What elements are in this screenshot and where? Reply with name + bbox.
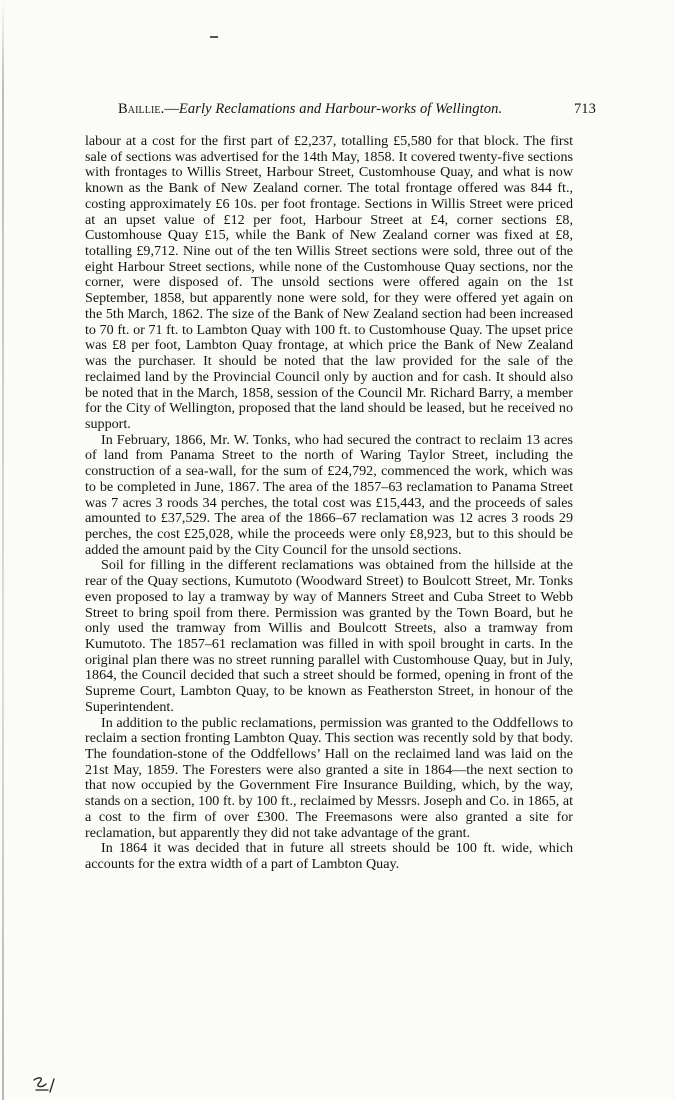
header-separator: .—: [160, 101, 179, 117]
body-text: [85, 134, 573, 873]
paragraph: In 1864 it was decided that in future all streets should be 100 ft. wide, which accounts for the extra width of a part of Lambton Quay.: [85, 840, 573, 873]
paragraph: labour at a cost for the first part of £2,237, totalling £5,580 for that block. The first sale of sections was advertised for the 14th May, 1858. It covered twenty-five sections with frontages to Willis Street, Harbour Street, Customhouse Quay, and what is now known as the Bank of New Zealand corner. The total frontage offered was 844 ft., costing approximately £6 10s. per foot frontage. Sections in Willis Street were priced at an upset value of £12 per foot, Harbour Street at £4, corner sections £8, Customhouse Quay £15, while the Bank of New Zealand corner was fixed at £8, totalling £9,712. Nine out of the ten Willis Street sections were sold, three out of the eight Harbour Street sections, while none of the Customhouse Quay sections, nor the corner, were disposed of. The unsold sections were offered again on the 1st September, 1858, but apparently none were sold, for they were offered yet again on the 5th March, 1862. The size of the Bank of New Zealand section had been increased to 70 ft. or 71 ft. to Lambton Quay with 100 ft. to Customhouse Quay. The upset price was £8 per foot, Lambton Quay frontage, at which price the Bank of New Zealand was the purchaser. It should be noted that the law provided for the sale of the reclaimed land by the Provincial Council only by auction and for cash. It should also be noted that in the March, 1858, session of the Council Mr. Richard Barry, a member for the City of Wellington, proposed that the land should be leased, but he received no support.: [85, 133, 573, 432]
binding-shadow: [2, 0, 4, 1100]
page-number: 713: [573, 101, 596, 117]
pencil-mark-icon: [30, 1074, 70, 1096]
paragraph: In February, 1866, Mr. W. Tonks, who had secured the contract to reclaim 13 acres of land from Panama Street to the north of Waring Taylor Street, including the construction of a sea-wall, for the sum of £24,792, commenced the work, which was to be completed in June, 1867. The area of the 1857–63 reclamation to Panama Street was 7 acres 3 roods 34 perches, the total cost was £15,443, and the proceeds of sales amounted to £37,529. The area of the 1866–67 reclamation was 12 acres 3 roods 29 perches, the cost £25,028, while the proceeds were only £8,923, but to this should be added the amount paid by the City Council for the unsold sections.: [85, 431, 573, 558]
scan-mark: [210, 36, 218, 38]
paragraph: Soil for filling in the different reclamations was obtained from the hillside at the rear of the Quay sections, Kumutoto (Woodward Street) to Boulcott Street, Mr. Tonks even proposed to lay a tramway by way of Manners Street and Cuba Street to Webb Street to bring spoil from there. Permission was granted by the Town Board, but he only used the tramway from Willis and Boulcott Streets, also a tramway from Kumutoto. The 1857–61 reclamation was filled in with spoil brought in carts. In the original plan there was no street running parallel with Customhouse Quay, but in July, 1864, the Council decided that such a street should be formed, opening in front of the Supreme Court, Lambton Quay, to be known as Featherston Street, in honour of the Superintendent.: [85, 557, 573, 715]
running-header: [118, 101, 596, 118]
header-author: Baillie: [118, 101, 161, 117]
header-title: Early Reclamations and Harbour-works of Wellington.: [178, 101, 503, 117]
paragraph: In addition to the public reclamations, permission was granted to the Oddfellows to reclaim a section fronting Lambton Quay. This section was recently sold by that body. The foundation-stone of the Oddfellows’ Hall on the reclaimed land was laid on the 21st May, 1859. The Foresters were also granted a site in 1864—the next section to that now occupied by the Government Fire Insurance Building, which, by the way, stands on a section, 100 ft. by 100 ft., reclaimed by Messrs. Joseph and Co. in 1865, at a cost to the firm of over £300. The Freemasons were also granted a site for reclamation, but apparently they did not take advantage of the grant.: [85, 714, 573, 841]
